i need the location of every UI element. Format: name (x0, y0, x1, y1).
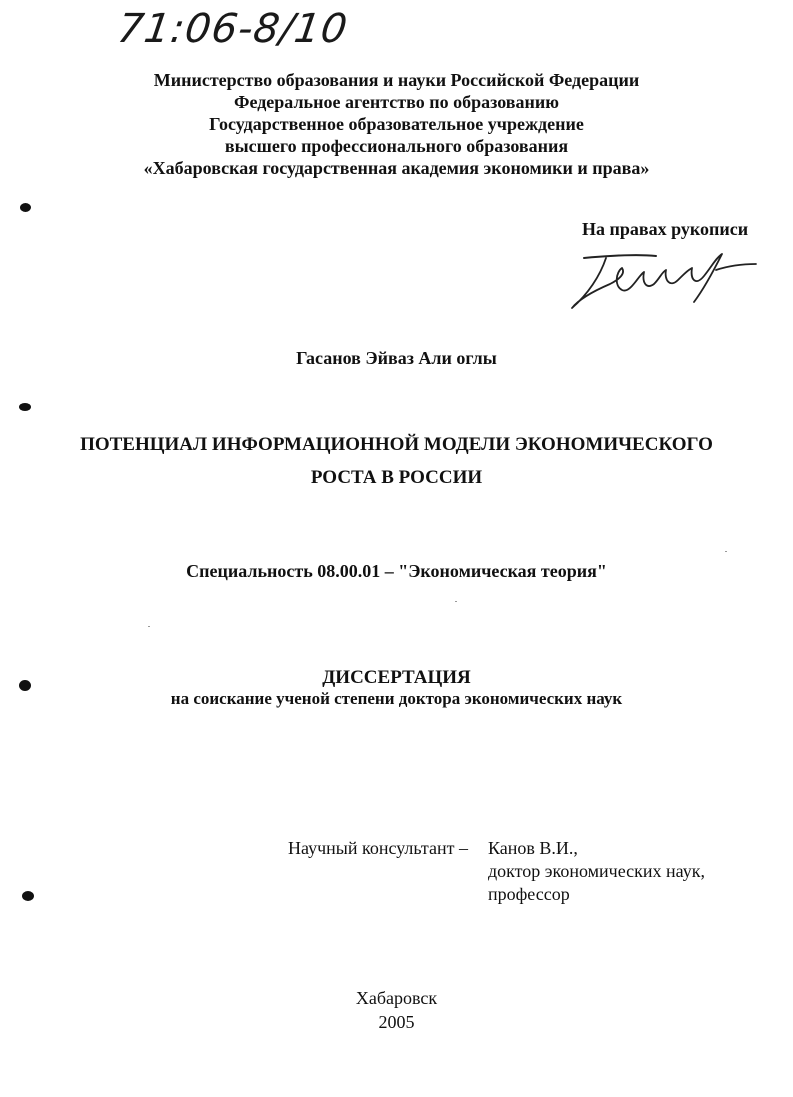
title-line: ПОТЕНЦИАЛ ИНФОРМАЦИОННОЙ МОДЕЛИ ЭКОНОМИЧЕСКОГО (80, 434, 713, 455)
institution-line: Министерство образования и науки Российской Федерации (153, 70, 640, 90)
degree-line: на соискание ученой степени доктора экономических наук (170, 689, 623, 708)
speciality: Специальность 08.00.01 – "Экономическая теория" (186, 561, 607, 581)
scan-speck (20, 203, 31, 212)
institution-line: Государственное образовательное учреждение (209, 114, 584, 134)
scan-dust (455, 601, 457, 602)
advisor-name: Канов В.И., (488, 838, 578, 858)
advisor-role: Научный консультант – (288, 838, 468, 858)
advisor-credential: доктор экономических наук, (488, 861, 705, 881)
signature (566, 246, 776, 316)
author-name: Гасанов Эйваз Али оглы (296, 348, 497, 368)
year: 2005 (378, 1012, 415, 1032)
institution-line: «Хабаровская государственная академия экономики и права» (143, 158, 650, 178)
document-type: ДИССЕРТАЦИЯ (322, 667, 471, 688)
archive-code: 71:06-8/10 (114, 6, 351, 52)
advisor-credential: профессор (488, 884, 570, 904)
scan-speck (19, 403, 31, 411)
scan-speck (19, 680, 31, 691)
scan-dust (148, 626, 150, 627)
institution-line: Федеральное агентство по образованию (233, 92, 560, 112)
title-line: РОСТА В РОССИИ (310, 467, 483, 488)
institution-header (0, 69, 793, 179)
scan-dust (725, 551, 727, 552)
manuscript-note: На правах рукописи (582, 219, 749, 239)
dissertation-title (0, 428, 793, 494)
city: Хабаровск (355, 988, 438, 1008)
scan-speck (22, 891, 34, 901)
institution-line: высшего профессионального образования (224, 136, 569, 156)
